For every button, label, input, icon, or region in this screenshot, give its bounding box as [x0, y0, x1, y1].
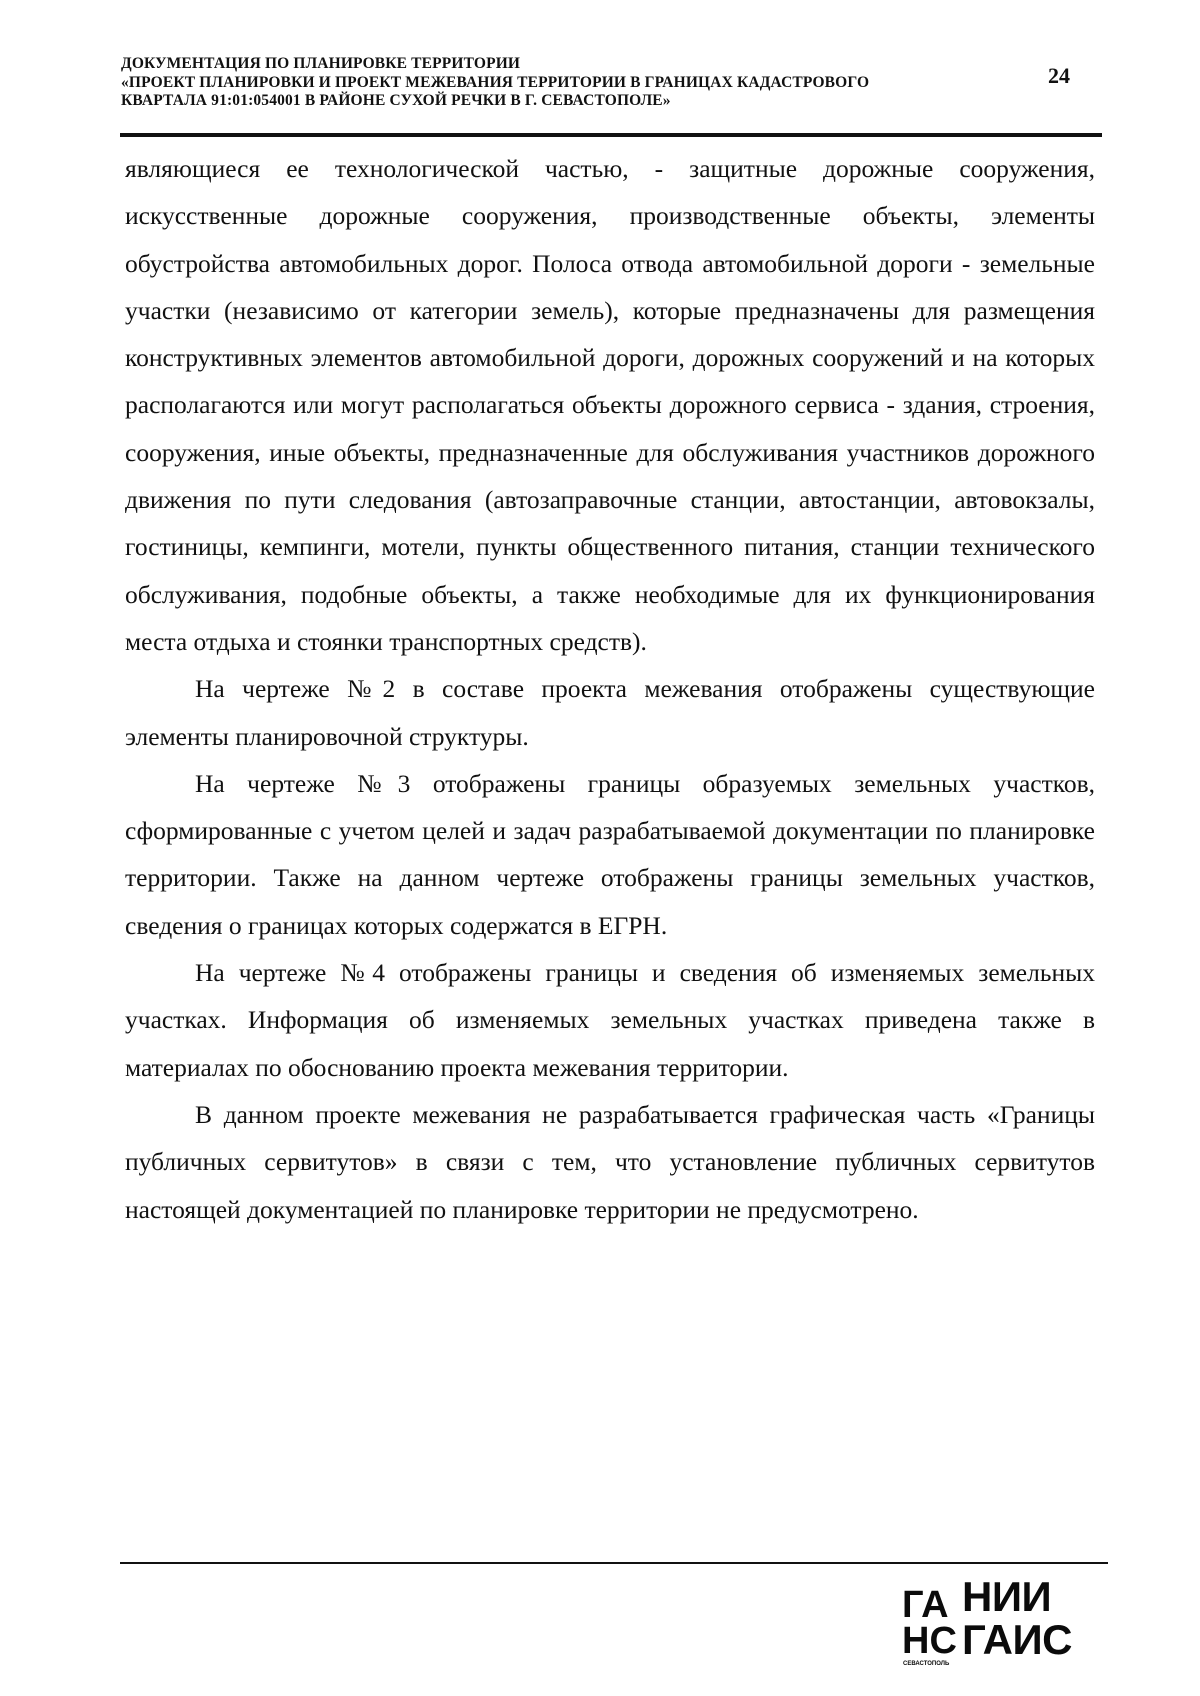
paragraph-servitudes: В данном проекте межевания не разрабатывается графическая часть «Границы публичных сервитутов» в связи с тем, что установление публичных сервитутов настоящей документацией по планировке территории не предусмотрено. [125, 1099, 1095, 1224]
document-header [121, 55, 1001, 111]
svg-text:НС: НС [902, 1620, 957, 1662]
paragraph-drawing-3: На чертеже №3 отображены границы образуемых земельных участков, сформированные с учетом целей и задач разрабатываемой документации по планировке территории. Также на данном чертеже отображены границы земельных участков, сведения о границах которых содержатся в ЕГРН. [125, 768, 1095, 940]
header-line-1: ДОКУМЕНТАЦИЯ ПО ПЛАНИРОВКЕ ТЕРРИТОРИИ [121, 55, 521, 72]
header-divider [120, 133, 1102, 137]
paragraph-drawing-2: На чертеже №2 в составе проекта межевания отображены существующие элементы планировочной структуры. [125, 674, 1095, 751]
logo-wordmark [962, 1575, 1102, 1661]
document-body [125, 145, 1095, 1233]
header-line-3: КВАРТАЛА 91:01:054001 В РАЙОНЕ СУХОЙ РЕЧКИ В Г. СЕВАСТОПОЛЕ» [121, 92, 671, 109]
svg-text:СЕВАСТОПОЛЬ: СЕВАСТОПОЛЬ [903, 1661, 950, 1667]
logo-line-1: НИИ [962, 1573, 1052, 1620]
page-number: 24 [1048, 63, 1070, 88]
logo-line-2: ГАИС [962, 1616, 1073, 1663]
niigais-logo [900, 1575, 1100, 1675]
paragraph-continuation: являющиеся ее технологической частью, - защитные дорожные сооружения, искусственные дорожные сооружения, производственные объекты, элементы обустройства автомобильных дорог. Полоса отвода автомобильной дороги - земельные участки (независимо от категории земель), которые предназначены для размещения конструктивных элементов автомобильной дороги, дорожных сооружений и на которых располагаются или могут располагаться объекты дорожного сервиса - здания, строения, сооружения, иные объекты, предназначенные для обслуживания участников дорожного движения по пути следования (автозаправочные станции, автостанции, автовокзалы, гостиницы, кемпинги, мотели, пункты общественного питания, станции технического обслуживания, подобные объекты, а также необходимые для их функционирования места отдыха и стоянки транспортных средств). [125, 154, 1095, 656]
svg-text:ГА: ГА [902, 1584, 949, 1626]
header-line-2: «ПРОЕКТ ПЛАНИРОВКИ И ПРОЕКТ МЕЖЕВАНИЯ ТЕРРИТОРИИ В ГРАНИЦАХ КАДАСТРОВОГО [121, 73, 870, 91]
footer-divider [120, 1562, 1108, 1564]
paragraph-drawing-4: На чертеже №4 отображены границы и сведения об изменяемых земельных участках. Информация об изменяемых земельных участках приведена также в материалах по обоснованию проекта межевания территории. [125, 958, 1095, 1082]
gais-emblem-icon [900, 1581, 970, 1667]
